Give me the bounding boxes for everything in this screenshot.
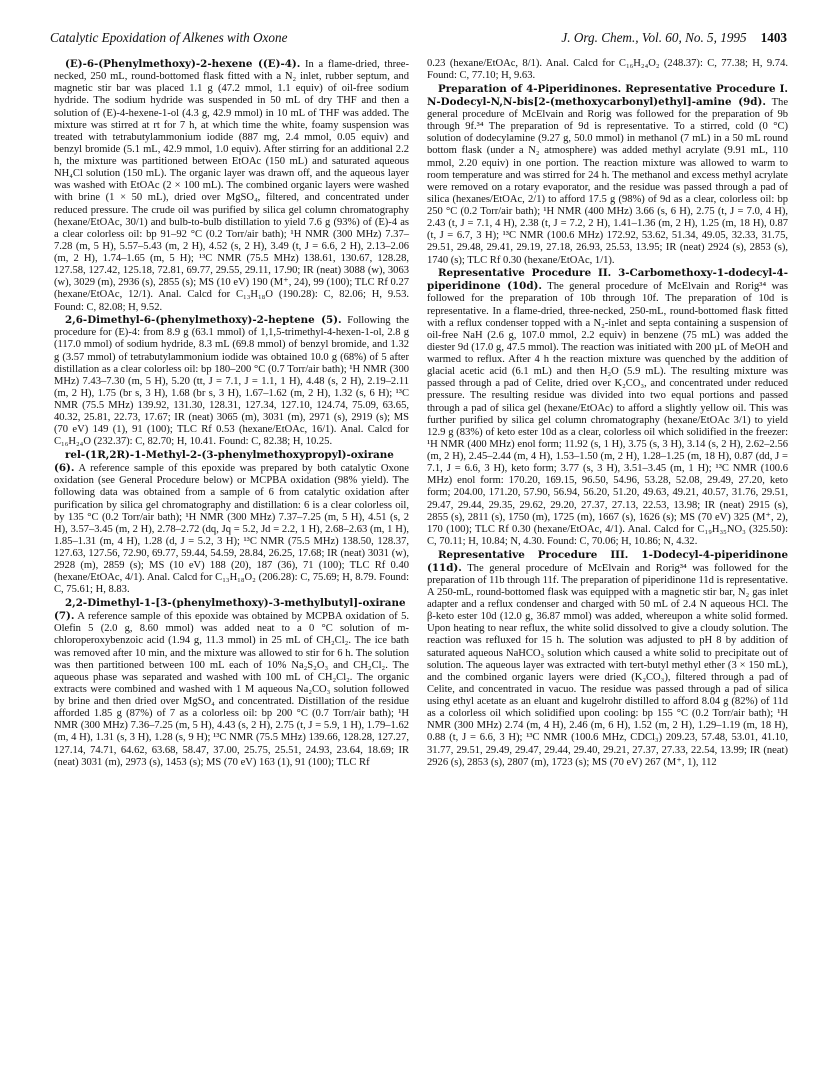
paragraph-continuation (427, 58, 788, 82)
paragraph-title: Representative Procedure III. 1-Dodecyl-4-piperidinone (11d). (427, 548, 788, 574)
paragraph-title: 2,2-Dimethyl-1-[3-(phenylmethoxy)-3-methylbutyl]-oxirane (7). (54, 597, 406, 623)
paragraph-procedure-iii (427, 549, 788, 769)
paragraph-title: Preparation of 4-Piperidinones. Representative Procedure I. N-Dodecyl-N,N-bis[2-(methoxycarbonyl)ethyl]-amine (9d). (427, 82, 788, 108)
paragraph-text: A reference sample of this epoxide was obtained by MCPBA oxidation of 5. Olefin 5 (2.0 g, 8.60 mmol) was added neat to a 0 °C solution of m-chloroperoxybenzoic acid (1.94 g, 11.3 mmol) in 25 mL of CH₂Cl₂. The ice bath was removed after 10 min, and the mixture was allowed to stir for 6 h. The solution was then partitioned between 100 mL each of 10% Na₂S₂O₃ and CH₂Cl₂. The aqueous phase was separated and washed with 100 mL of CH₂Cl₂. The organic extracts were combined and washed with 1 M aqueous Na₂CO₃ solution followed by brine and then dried over MgSO₄ and concentrated. Distillation of the residue afforded 1.85 g (87%) of 7 as a colorless oil: bp 200 °C (0.7 Torr/air bath); ¹H NMR (300 MHz) 7.36–7.25 (m, 5 H), 4.43 (s, 2 H), 2.75 (t, J = 5.9, 1 H), 1.79–1.62 (m, 4 H), 1.31 (s, 3 H), 1.28 (s, 9 H); ¹³C NMR (75.5 MHz) 139.66, 128.28, 127.27, 127.14, 74.71, 64.62, 63.68, 58.47, 37.00, 25.75, 25.51, 24.93, 23.64, 18.69; IR (neat) 3031 (m), 2973 (s), 1453 (s); MS (70 eV) 163 (1), 91 (100); TLC Rf (54, 611, 410, 768)
paragraph-compound-7 (54, 597, 409, 769)
running-title: Catalytic Epoxidation of Alkenes with Oxone (50, 30, 288, 45)
right-column (427, 58, 788, 769)
paragraph-compound-5 (54, 314, 409, 448)
paragraph-text: The general procedure of McElvain and Rorig was followed for the preparation of 9b through 9f.³⁴ The preparation of 9d is representative. To a stirred, cold (0 °C) solution of dodecylamine (9.27 g, 50.0 mmol) in methanol (7 mL) in a 50 mL round bottom flask (under a N₂ atmosphere) was added methyl acrylate (9.91 mL, 110 mmol, 2.20 equiv) in one portion. The reaction mixture was allowed to warm to room temperature and was stirred for 24 h. The methanol and excess methyl acrylate were removed on a rotary evaporator, and the residue was passed through a pad of silica (hexanes/EtOAc, 2/1) to afford 17.5 g (98%) of 9d as a clear, colorless oil: bp 250 °C (0.2 Torr/air bath); ¹H NMR (400 MHz) 3.66 (s, 6 H), 2.75 (t, J = 7.0, 4 H), 2.43 (t, J = 7.1, 4 H), 2.38 (t, J = 7.2, 2 H), 1.41–1.36 (m, 2 H), 1.25 (m, 18 H), 0.87 (t, J = 6.7, 3 H); ¹³C NMR (100.6 MHz) 172.92, 53.62, 51.34, 49.05, 32.33, 31.75, 29.51, 29.48, 29.41, 29.19, 27.18, 26.93, 25.53, 13.95; IR (neat) 2924 (s), 2853 (s), 1740 (s); TLC Rf 0.30 (hexane/EtOAc, 1/1). (427, 96, 789, 266)
paragraph-compound-e4 (54, 58, 409, 314)
paragraph-text: The general procedure of McElvain and Rorig³⁴ was followed for the preparation of 11b through 11f. The preparation of piperidinone 11d is representative. A 250-mL, round-bottomed flask was equipped with a magnetic stir bar, N₂ gas inlet adapter and a reflux condenser and charged with 50 mL of 2.4 N aqueous HCl. The β-keto ester 10d (12.0 g, 36.87 mmol) was added, whereupon a white solid formed. Upon heating to near reflux, the white solid dissolved to give a cloudy solution. The reaction was refluxed for 15 h. The solution was adjusted to pH 8 by addition of saturated aqueous NaHCO₃ solution which caused a white solid to precipitate out of solution. The aqueous layer was extracted with tert-butyl methyl ether (3 × 150 mL), and the combined organic layers were dried (K₂CO₃), filtered through a pad of Celite, and concentrated in vacuo. The residue was passed through a pad of silica using ethyl acetate as an eluant and kugelrohr distilled to afford 8.04 g (82%) of 11d as a colorless oil which solidified upon cooling: bp 155 °C (0.2 Torr/air bath); ¹H NMR (300 MHz) 2.74 (m, 4 H), 2.46 (m, 6 H), 1.52 (m, 2 H), 1.29–1.19 (m, 18 H), 0.88 (t, J = 6.6, 3 H); ¹³C NMR (100.6 MHz, CDCl₃) 209.23, 57.48, 53.01, 41.10, 31.77, 29.51, 29.49, 29.47, 29.44, 29.40, 29.21, 27.37, 27.33, 22.54, 13.99; IR (neat) 2926 (s), 2853 (s), 2807 (m), 1723 (s); MS (70 eV) 267 (M⁺, 1), 112 (427, 562, 788, 768)
paragraph-compound-6 (54, 449, 409, 597)
paragraph-title: (E)-6-(Phenylmethoxy)-2-hexene ((E)-4). (65, 58, 301, 70)
journal-citation (561, 30, 787, 46)
paragraph-text: The general procedure of McElvain and Rorig³⁴ was followed for the preparation of 10b through 10f. The preparation of 10d is representative. In a flame-dried, three-necked, 250-mL, round-bottomed flask fitted with a reflux condenser topped with a N₂-inlet and septa containing a suspension of oil-free NaH (2.6 g, 107.0 mmol, 2.2 equiv) in benzene (75 mL) was added the diester 9d (17.0 g, 47.5 mmol). The reaction was initiated with 200 µL of MeOH and warmed to reflux. After 4 h the reaction mixture was quenched by the addition of glacial acetic acid (6.1 mL) and then H₂O (5.9 mL). The resulting mixture was passed through a pad of Celite, dried over K₂CO₃, and concentrated under reduced pressure. The resulting residue was divided into two equal portions and passed through a pad of silica gel (hexane/EtOAc) to afford a slightly yellow oil. This was further purified by silica gel column chromatography (hexane/EtOAc 3/1) to yield 12.9 g (83%) of keto ester 10d as a clear, colorless oil which solidified in the freezer: ¹H NMR (400 MHz) enol form; 11.92 (s, 1 H), 3.75 (s, 3 H), 3.14 (s, 2 H), 2.62–2.56 (m, 2 H), 2.45–2.44 (m, 4 H), 1.53–1.50 (m, 2 H), 1.28–1.25 (m, 18 H), 0.87 (dd, J = 7.1, J = 6.6, 3 H), keto form; 3.77 (s, 3 H), 3.51–3.45 (m, 1 H); ¹³C NMR (100.6 MHz) enol form: 170.20, 169.15, 96.50, 54.96, 53.28, 52.08, 29.49, 27.20, keto form; 204.00, 171.20, 57.90, 56.94, 56.20, 51.20, 49.63, 49.21, 40.57, 31.76, 29.51, 29.47, 29.44, 29.35, 29.62, 29.20, 27.37, 27.13, 22.53, 13.98; IR (neat) 2915 (s), 2855 (s), 2811 (s), 1750 (m), 1725 (m), 1667 (s), 1626 (s); MS (70 eV) 325 (M⁺, 2), 170 (100); TLC Rf 0.30 (hexane/EtOAc, 4/1). Anal. Calcd for C₁₉H₃₅NO₃ (325.50): C, 70.11; H, 10.84; N, 4.30. Found: C, 70.06; H, 10.86; N, 4.32. (427, 281, 788, 547)
paragraph-title: Representative Procedure II. 3-Carbomethoxy-1-dodecyl-4-piperidinone (10d). (427, 267, 788, 293)
left-column (54, 58, 409, 769)
journal-reference: J. Org. Chem., Vol. 60, No. 5, 1995 (561, 30, 747, 45)
paragraph-text: In a flame-dried, three-necked, 250 mL, round-bottomed flask fitted with a N₂ inlet, rubber septum, and magnetic stir bar was placed 1.1 g (47.2 mmol, 1.1 equiv) of oil-free sodium hydride. The sodium hydride was suspended in 50 mL of dry THF and then a solution of (E)-4-hexene-1-ol (4.3 g, 42.9 mmol) in 10 mL of THF was added. The mixture was stirred at rt for 7 h, at which time the white, foamy suspension was treated with tetrabutylammonium iodide (887 mg, 2.4 mmol, 0.05 equiv) and benzyl bromide (5.1 mL, 42.9 mmol, 1.0 equiv). After stirring for an additional 2.2 h, the mixture was partitioned between EtOAc (150 mL) and saturated aqueous NH₄Cl solution (150 mL). The organic layer was drawn off, and the aqueous layer was washed with EtOAc (2 × 100 mL). The combined organic layers were washed with brine (1 × 50 mL), dried over MgSO₄, filtered, and concentrated under reduced pressure. The crude oil was purified by silica gel column chromatography (hexane/EtOAc, 30/1) and bulb-to-bulb distillation to yield 7.6 g (93%) of (E)-4 as a clear colorless oil: bp 91–92 °C (0.2 Torr/air bath); ¹H NMR (300 MHz) 7.37–7.28 (m, 5 H), 5.57–5.43 (m, 2 H), 4.52 (s, 2 H), 3.49 (t, J = 6.6, 2 H), 2.13–2.06 (m, 2 H), 1.74–1.65 (m, 5 H); ¹³C NMR (75.5 MHz) 138.61, 130.67, 128.28, 127.58, 127.42, 125.18, 72.81, 69.77, 29.55, 29.11, 17.90; IR (neat) 3088 (w), 3063 (w), 3029 (m), 2936 (s), 2855 (s); MS (10 eV) 190 (M⁺, 24), 99 (100); TLC Rf 0.27 (hexane/EtOAc, 12/1). Anal. Calcd for C₁₃H₁₈O (190.28): C, 82.06; H, 9.53. Found: C, 82.08; H, 9.52. (54, 59, 409, 313)
running-header (50, 30, 787, 50)
paragraph-title: 2,6-Dimethyl-6-(phenylmethoxy)-2-heptene (5). (65, 314, 342, 327)
paragraph-title: rel-(1R,2R)-1-Methyl-2-(3-phenylmethoxypropyl)-oxirane (6). (54, 449, 394, 475)
paragraph-procedure-i (427, 83, 788, 267)
paragraph-text: Following the procedure for (E)-4: from 8.9 g (63.1 mmol) of 1,1,5-trimethyl-4-hexen-1-ol, 2.8 g (117.0 mmol) of sodium hydride, 8.3 mL (69.8 mmol) of benzyl bromide, and 1.32 g (3.57 mmol) of tetrabutylammonium iodide was obtained 10.0 g (68%) of 5 after distillation as a clear colorless oil: bp 180–200 °C (0.7 Torr/air bath); ¹H NMR (300 MHz) 7.43–7.30 (m, 5 H), 5.20 (tt, J = 7.1, J = 1.1, 1 H), 4.48 (s, 2 H), 2.19–2.11 (m, 2 H), 1.75 (br s, 3 H), 1.68 (br s, 3 H), 1.67–1.62 (m, 2 H), 1.32 (s, 6 H); ¹³C NMR (75.5 MHz) 139.92, 131.30, 128.31, 127.34, 127.10, 124.74, 75.09, 63.65, 40.32, 25.81, 22.73, 17.67; IR (neat) 3065 (m), 3031 (m), 2971 (s), 2919 (s); MS (70 eV) 149 (1), 91 (100); TLC Rf 0.53 (hexane/EtOAc, 16/1). Anal. Calcd for C₁₆H₂₄O (232.37): C, 82.70; H, 10.41. Found: C, 82.38; H, 10.25. (54, 315, 409, 448)
paragraph-text: A reference sample of this epoxide was prepared by both catalytic Oxone oxidation (see General Procedure below) or MCPBA oxidation (98% yield). The following data was obtained from a sample of 6 from catalytic oxidation after purification by silica gel chromatography and distillation: 6 is a clear colorless oil, by 135 °C (0.2 Torr/air bath); ¹H NMR (300 MHz) 7.37–7.25 (m, 5 H), 4.51 (s, 2 H), 3.57–3.45 (m, 2 H), 2.78–2.72 (dq, Jq = 5.2, Jd = 2.2, 1 H), 2.68–2.63 (m, 1 H), 1.85–1.31 (m, 4 H), 1.28 (d, J = 5.2, 3 H); ¹³C NMR (75.5 MHz) 138.50, 128.37, 127.63, 127.56, 72.90, 69.77, 59.44, 54.59, 28.84, 26.25, 17.68; IR (neat) 3031 (w), 2928 (m), 2859 (s); MS (10 eV) 188 (20), 187 (36), 71 (100); TLC Rf 0.40 (hexane/EtOAc, 4/1). Anal. Calcd for C₁₃H₁₈O₂ (206.28): C, 75.69; H, 8.79. Found: C, 75.61; H, 8.83. (54, 463, 409, 596)
page-number: 1403 (760, 30, 787, 45)
paragraph-procedure-ii (427, 267, 788, 548)
paragraph-text: 0.23 (hexane/EtOAc, 8/1). Anal. Calcd for C₁₆H₂₄O₂ (248.37): C, 77.38; H, 9.74. Found: C, 77.10; H, 9.63. (427, 58, 788, 82)
